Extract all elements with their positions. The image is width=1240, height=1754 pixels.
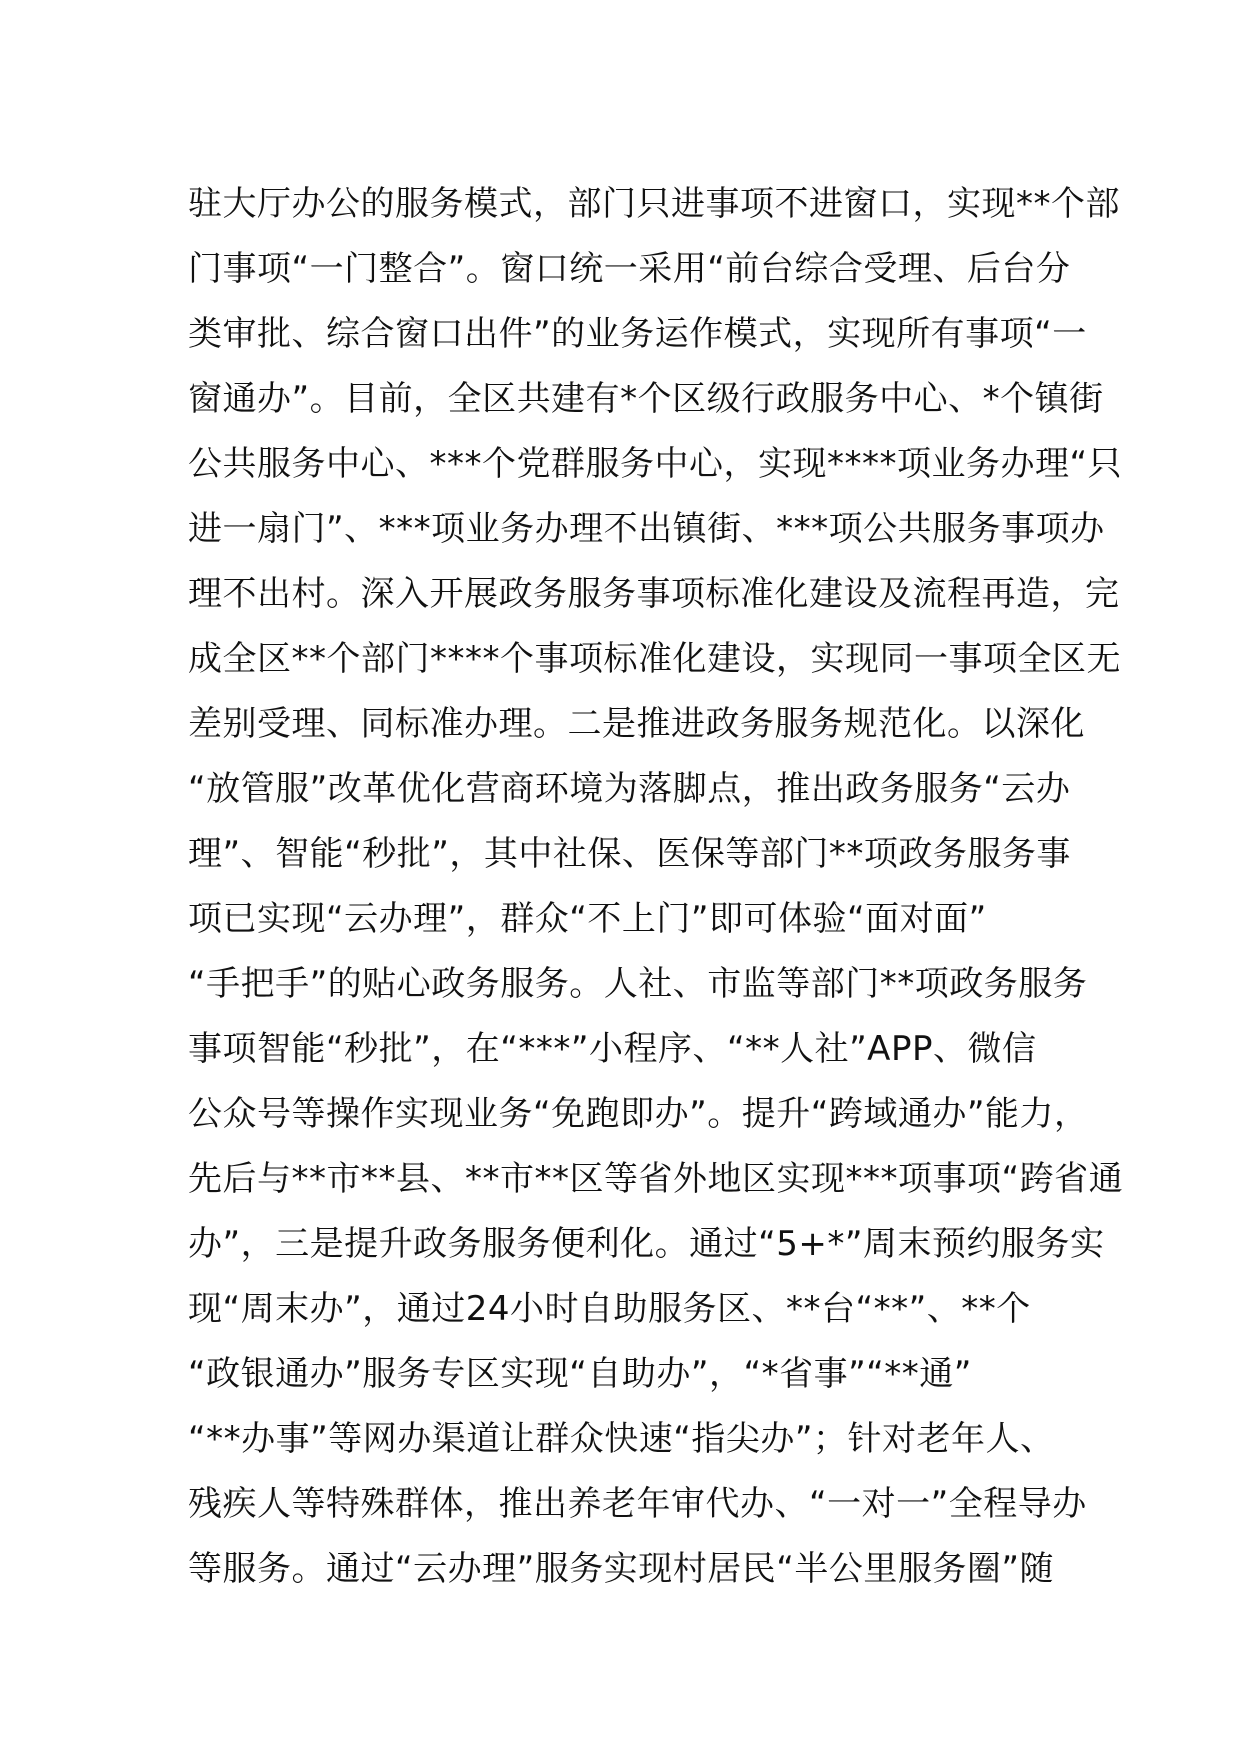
text-line: 门事项“一门整合”。窗口统一采用“前台综合受理、后台分 xyxy=(188,249,1071,289)
text-line: 理不出村。深入开展政务服务事项标准化建设及流程再造，完 xyxy=(188,574,1120,614)
text-line: “**办事”等网办渠道让群众快速“指尖办”；针对老年人、 xyxy=(188,1419,1055,1459)
text-line: 项已实现“云办理”，群众“不上门”即可体验“面对面” xyxy=(188,899,987,939)
text-line: 差别受理、同标准办理。二是推进政务服务规范化。以深化 xyxy=(188,704,1085,744)
text-line: 办”，三是提升政务服务便利化。通过“5+*”周末预约服务实 xyxy=(188,1224,1105,1264)
text-line: 公众号等操作实现业务“免跑即办”。提升“跨域通办”能力， xyxy=(188,1094,1089,1134)
text-line: 先后与**市**县、**市**区等省外地区实现***项事项“跨省通 xyxy=(188,1159,1124,1199)
text-line: “手把手”的贴心政务服务。人社、市监等部门**项政务服务 xyxy=(188,964,1088,1004)
text-line: “政银通办”服务专区实现“自助办”，“*省事”“**通” xyxy=(188,1354,972,1394)
text-line: 现“周末办”，通过24小时自助服务区、**台“**”、**个 xyxy=(188,1289,1031,1329)
text-line: 进一扇门”、***项业务办理不出镇街、***项公共服务事项办 xyxy=(188,509,1105,549)
text-line: 残疾人等特殊群体，推出养老年审代办、“一对一”全程导办 xyxy=(188,1484,1087,1524)
text-line: 窗通办”。目前，全区共建有*个区级行政服务中心、*个镇街 xyxy=(188,379,1104,419)
body-text xyxy=(188,172,1124,1602)
text-line: “放管服”改革优化营商环境为落脚点，推出政务服务“云办 xyxy=(188,769,1071,809)
text-line: 理”、智能“秒批”，其中社保、医保等部门**项政务服务事 xyxy=(188,834,1071,874)
text-line: 等服务。通过“云办理”服务实现村居民“半公里服务圈”随 xyxy=(188,1549,1054,1589)
text-line: 公共服务中心、***个党群服务中心，实现****项业务办理“只 xyxy=(188,444,1123,484)
text-line: 事项智能“秒批”，在“***”小程序、“**人社”APP、微信 xyxy=(188,1029,1037,1069)
text-line: 类审批、综合窗口出件”的业务运作模式，实现所有事项“一 xyxy=(188,314,1087,354)
text-line: 成全区**个部门****个事项标准化建设，实现同一事项全区无 xyxy=(188,639,1121,679)
text-line: 驻大厅办公的服务模式，部门只进事项不进窗口，实现**个部 xyxy=(188,184,1120,224)
